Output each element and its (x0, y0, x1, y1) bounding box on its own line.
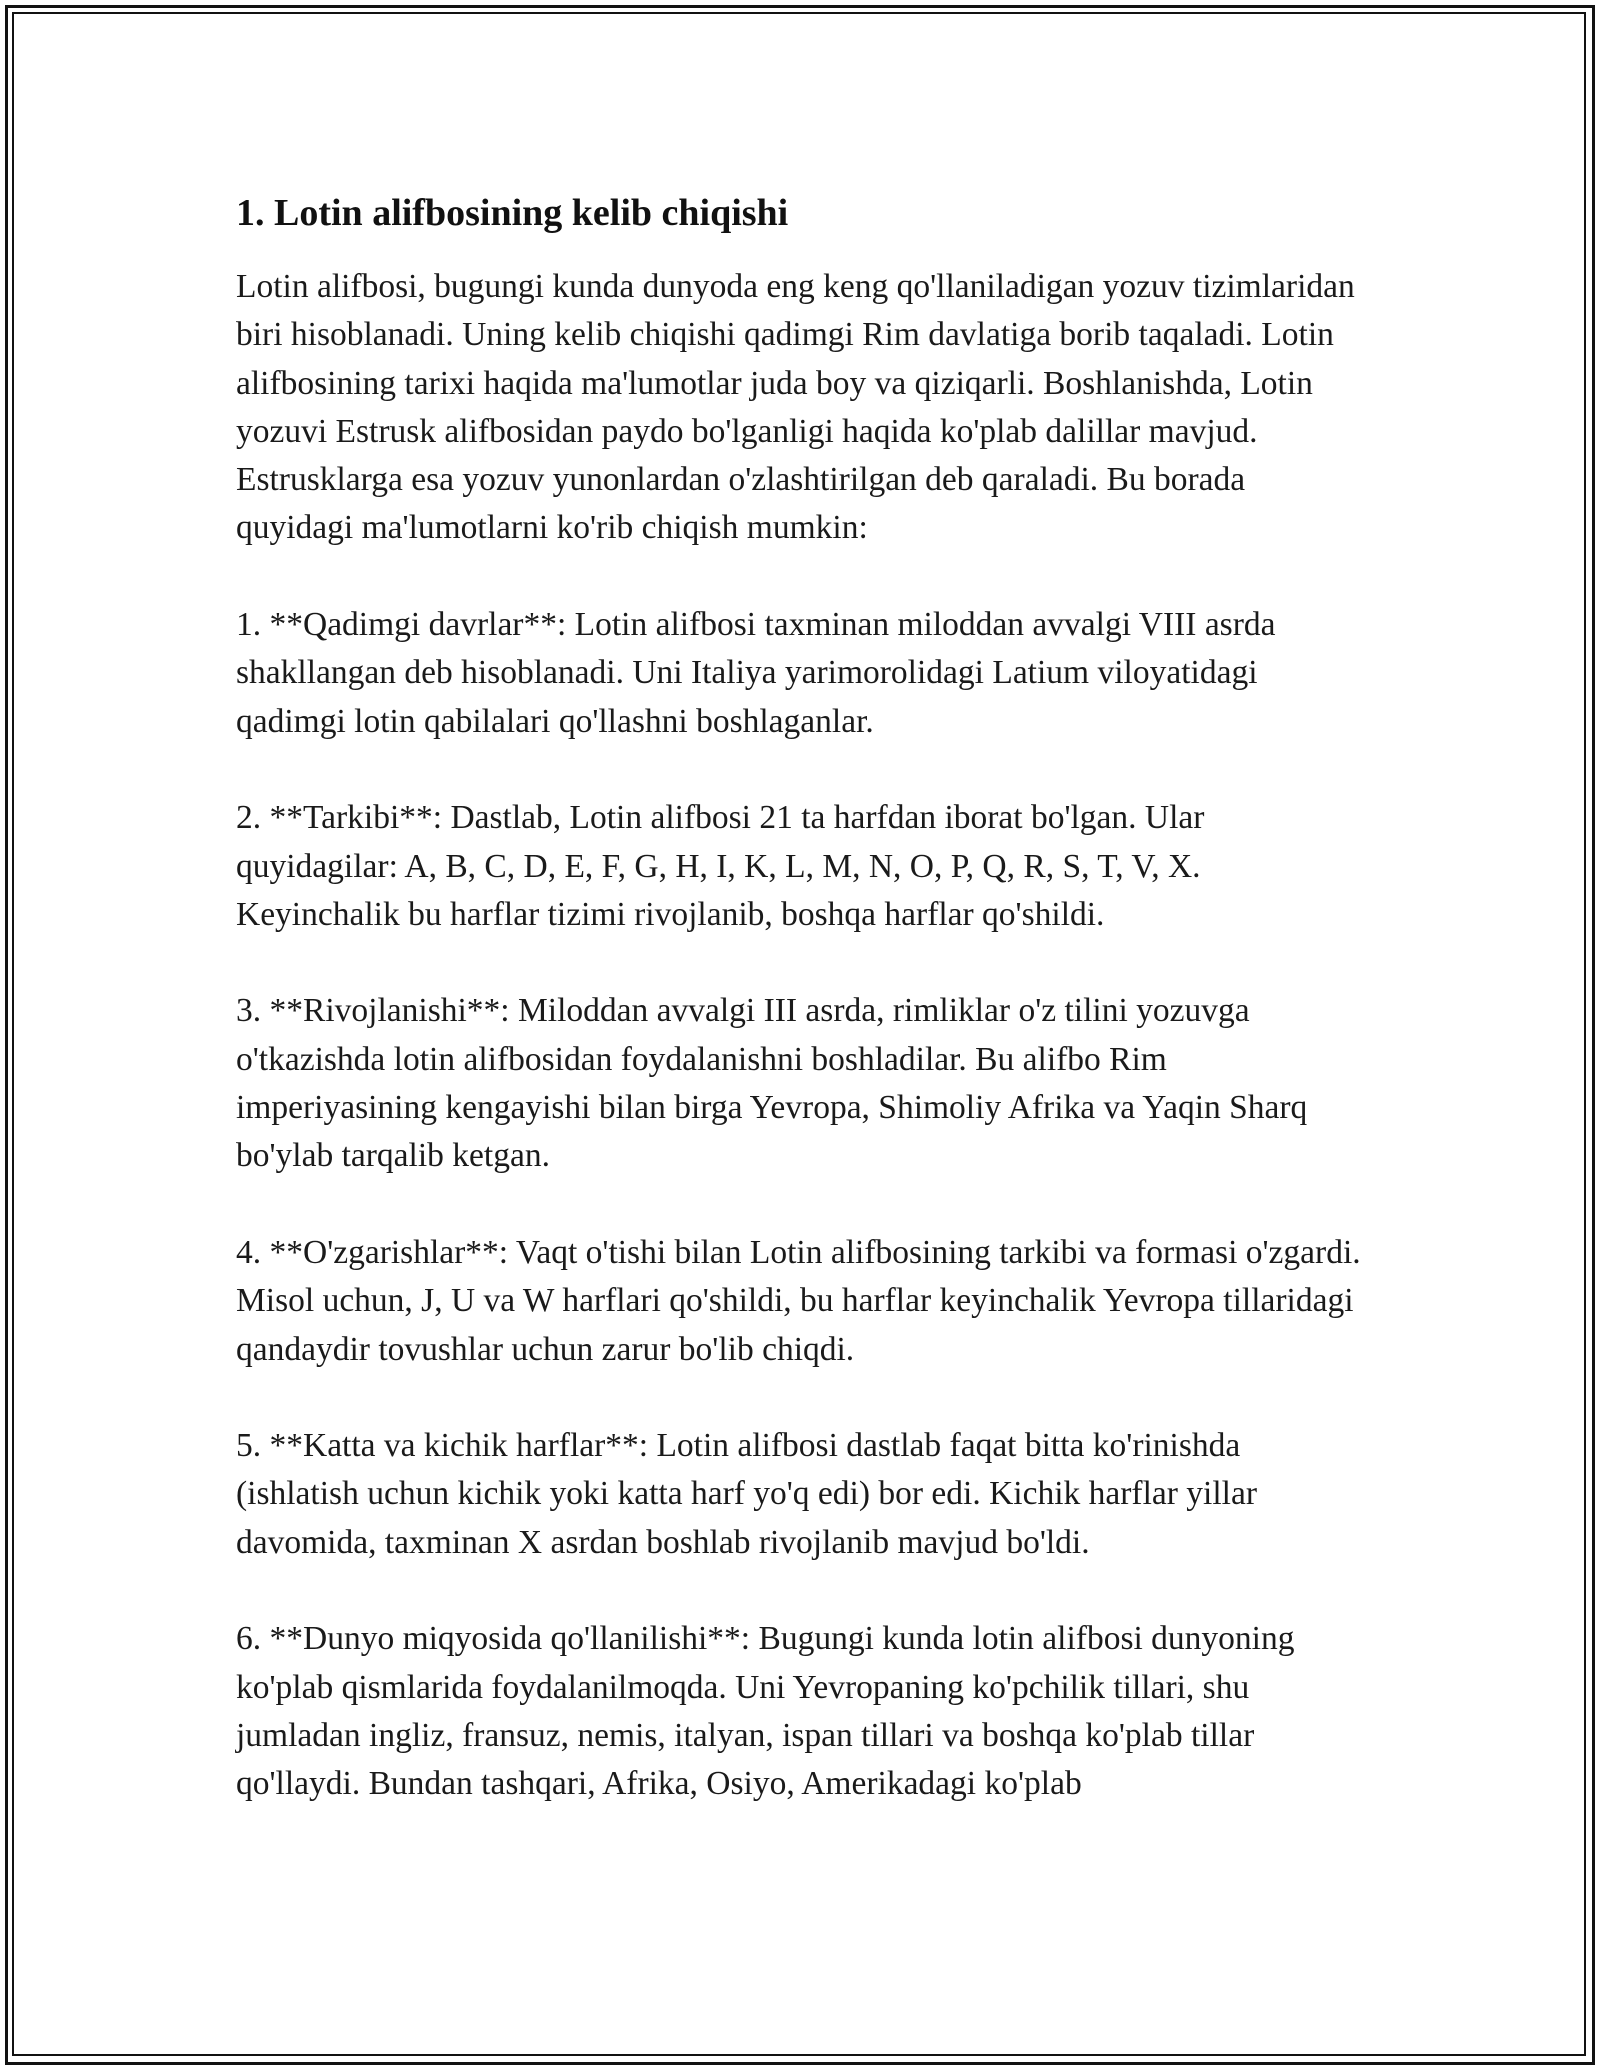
list-item-development: 3. **Rivojlanishi**: Miloddan avvalgi III asrda, rimliklar o'z tilini yozuvga o'tkazishda lotin alifbosidan foydalanishni boshladilar. Bu alifbo Rim imperiyasining kengayishi bilan birga Yevropa, Shimoliy Afrika va Yaqin Sharq bo'ylab tarqalib ketgan. (236, 992, 1308, 1175)
list-item-upper-lower-case: 5. **Katta va kichik harflar**: Lotin alifbosi dastlab faqat bitta ko'rinishda (ishlatish uchun kichik yoki katta harf yo'q edi) bor edi. Kichik harflar yillar davomida, taxminan X asrdan boshlab rivojlanib mavjud bo'ldi. (236, 1427, 1257, 1561)
list-item-ancient-periods: 1. **Qadimgi davrlar**: Lotin alifbosi taxminan miloddan avvalgi VIII asrda shakllangan deb hisoblanadi. Uni Italiya yarimorolidagi Latium viloyatidagi qadimgi lotin qabilalari qo'llashni boshlaganlar. (236, 606, 1276, 740)
list-item-composition: 2. **Tarkibi**: Dastlab, Lotin alifbosi 21 ta harfdan iborat bo'lgan. Ular quyidagilar: A, B, C, D, E, F, G, H, I, K, L, M, N, O, P, Q, R, S, T, V, X. Keyinchalik bu harflar tizimi rivojlanib, boshqa harflar qo'shildi. (236, 799, 1205, 933)
list-item-worldwide-usage: 6. **Dunyo miqyosida qo'llanilishi**: Bugungi kunda lotin alifbosi dunyoning ko'plab qismlarida foydalanilmoqda. Uni Yevropaning ko'pchilik tillari, shu jumladan ingliz, fransuz, nemis, italyan, ispan tillari va boshqa ko'plab tillar qo'llaydi. Bundan tashqari, Afrika, Osiyo, Amerikadagi ko'plab (236, 1620, 1295, 1803)
intro-paragraph: Lotin alifbosi, bugungi kunda dunyoda eng keng qo'llaniladigan yozuv tizimlaridan biri hisoblanadi. Uning kelib chiqishi qadimgi Rim davlatiga borib taqaladi. Lotin alifbosining tarixi haqida ma'lumotlar juda boy va qiziqarli. Boshlanishda, Lotin yozuvi Estrusk alifbosidan paydo bo'lganligi haqida ko'plab dalillar mavjud. Estrusklarga esa yozuv yunonlardan o'zlashtirilgan deb qaraladi. Bu borada quyidagi ma'lumotlarni ko'rib chiqish mumkin: (236, 268, 1355, 547)
document-body (236, 185, 1366, 1857)
section-heading: 1. Lotin alifbosining kelib chiqishi (236, 192, 789, 234)
list-item-changes: 4. **O'zgarishlar**: Vaqt o'tishi bilan Lotin alifbosining tarkibi va formasi o'zgardi. Misol uchun, J, U va W harflari qo'shildi, bu harflar keyinchalik Yevropa tillaridagi qandaydir tovushlar uchun zarur bo'lib chiqdi. (236, 1233, 1361, 1368)
